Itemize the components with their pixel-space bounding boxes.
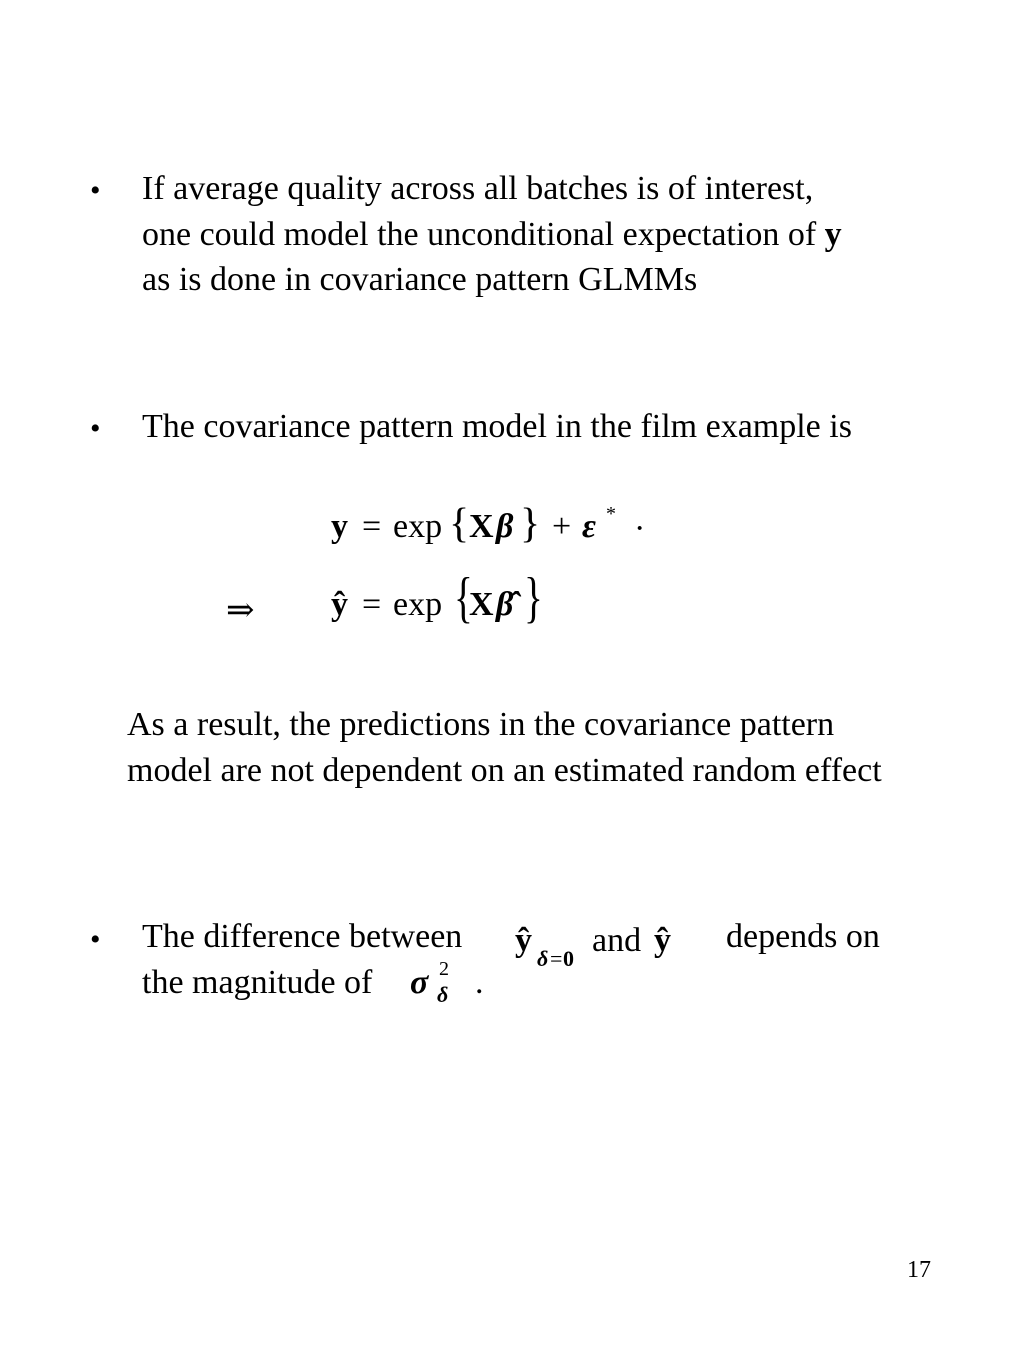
result-line2: model are not dependent on an estimated random effect — [127, 752, 882, 789]
eq1-lhs: y — [331, 508, 348, 545]
eq2-X: X — [469, 586, 494, 623]
eq1-star: * — [606, 503, 616, 525]
bullet1-line1: If average quality across all batches is of interest, — [142, 170, 814, 207]
bullet2-line1: The covariance pattern model in the film example is — [142, 408, 852, 445]
eq1-right-brace: } — [520, 501, 541, 547]
eq2-lhs: ŷ — [331, 586, 348, 623]
bullet1-line3: as is done in covariance pattern GLMMs — [142, 261, 698, 298]
result-line1: As a result, the predictions in the covariance pattern — [127, 706, 835, 743]
bullet3-text2: depends on — [726, 918, 880, 955]
bullet-marker: • — [90, 412, 101, 445]
yhat-delta0: ŷ — [515, 922, 532, 959]
bullet1-line2-text: one could model the unconditional expectation of — [142, 216, 817, 253]
sigma: σ — [410, 964, 429, 1001]
sub-zero: 0 — [563, 946, 574, 971]
eq1-dot: · — [634, 510, 646, 547]
eq2-right-brace: } — [524, 567, 543, 629]
bullet3-line2: the magnitude of — [142, 964, 373, 1001]
period: . — [475, 964, 484, 1001]
eq1-plus: + — [552, 508, 572, 545]
eq1-epsilon: ε — [582, 508, 596, 545]
yhat: ŷ — [654, 922, 671, 959]
sub-delta: δ — [537, 946, 549, 971]
sigma-sub-delta: δ — [437, 982, 449, 1007]
eq1-left-brace: { — [449, 501, 470, 547]
eq1-beta: β — [496, 508, 514, 545]
bullet-marker: • — [90, 923, 101, 956]
eq2-exp: exp — [393, 586, 443, 623]
page-number: 17 — [907, 1257, 931, 1283]
eq2-left-brace: { — [454, 567, 473, 629]
bullet1-line2 — [142, 218, 842, 252]
sub-equals: = — [550, 946, 563, 971]
bullet3-and: and — [592, 922, 642, 959]
implies-arrow: ⇒ — [226, 592, 255, 629]
bullet-marker: • — [90, 174, 101, 207]
eq2-beta-hat: β̂ — [496, 586, 514, 623]
eq1-X: X — [469, 508, 494, 545]
eq1-exp: exp — [393, 508, 443, 545]
eq1-equals: = — [362, 508, 382, 545]
eq2-equals: = — [362, 586, 382, 623]
sigma-squared: 2 — [439, 958, 449, 980]
var-y: y — [824, 216, 842, 253]
bullet3-text1: The difference between — [142, 918, 463, 955]
